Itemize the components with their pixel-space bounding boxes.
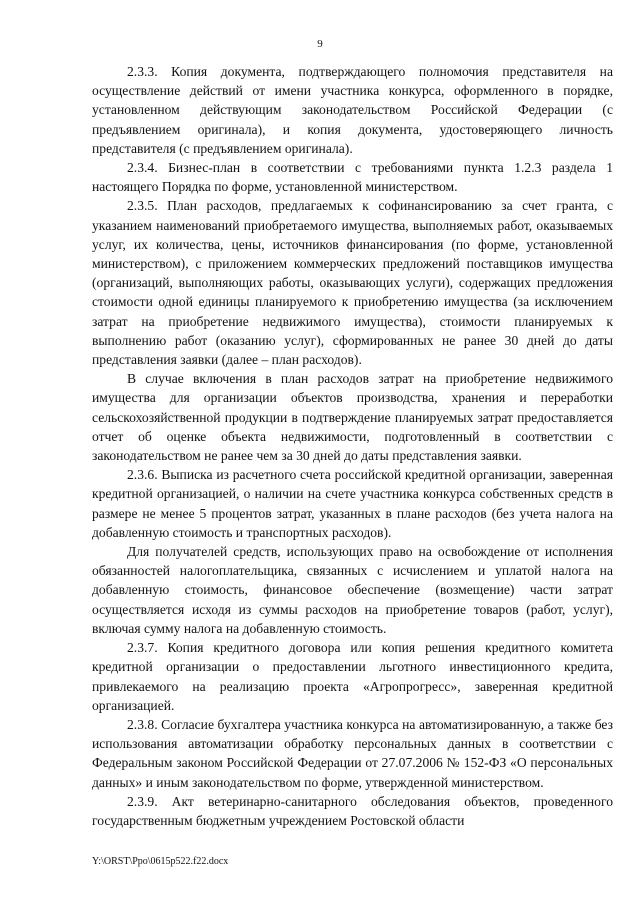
paragraph-2-3-3: 2.3.3. Копия документа, подтверждающего полномочия представителя на осуществление действий от имени участника конкурса, оформленного в порядке, установленном действующим законодательством Российской Федерации (с предъявлением оригинала), и копия документа, удостоверяющего личность представителя (с предъявлением оригинала). xyxy=(92,64,613,156)
page-number: 9 xyxy=(317,38,323,50)
paragraph-2-3-5: 2.3.5. План расходов, предлагаемых к софинансированию за счет гранта, с указанием наименований приобретаемого имущества, выполняемых работ, оказываемых услуг, их количества, цены, источников финансирования (по форме, установленной министерством), с приложением коммерческих предложений поставщиков имущества (организаций, выполняющих работы, оказывающих услуги), содержащих предложения стоимости одной единицы планируемого к приобретению имущества (за исключением затрат на приобретение недвижимого имущества), стоимости планируемых к выполнению работ (оказанию услуг), сформированных не ранее 30 дней до даты представления заявки (далее – план расходов). xyxy=(92,198,613,368)
file-path-footer: Y:\ORST\Ppo\0615p522.f22.docx xyxy=(92,856,229,867)
paragraph-vat-note: Для получателей средств, использующих право на освобождение от исполнения обязанностей налогоплательщика, связанных с исчислением и уплатой налога на добавленную стоимость, финансовое обеспечение (возмещение) части затрат осуществляется исходя из суммы расходов на приобретение товаров (работ, услуг), включая сумму налога на добавленную стоимость. xyxy=(92,544,613,636)
document-body xyxy=(92,62,613,830)
paragraph-2-3-9: 2.3.9. Акт ветеринарно-санитарного обследования объектов, проведенного государственным бюджетным учреждением Ростовской области xyxy=(92,793,613,828)
paragraph-2-3-8: 2.3.8. Согласие бухгалтера участника конкурса на автоматизированную, а также без использования автоматизации обработку персональных данных в соответствии с Федеральным законом Российской Федерации от 27.07.2006 № 152-ФЗ «О персональных данных» и иным законодательством по форме, утвержденной министерством. xyxy=(92,716,613,790)
paragraph-2-3-6: 2.3.6. Выписка из расчетного счета российской кредитной организации, заверенная кредитной организацией, о наличии на счете участника конкурса собственных средств в размере не менее 5 процентов затрат, указанных в плане расходов (без учета налога на добавленную стоимость и транспортных расходов). xyxy=(92,467,613,540)
paragraph-real-estate-note: В случае включения в план расходов затрат на приобретение недвижимого имущества для организации объектов производства, хранения и переработки сельскохозяйственной продукции в подтверждение планируемых затрат предоставляется отчет об оценке объекта недвижимости, подготовленный в соответствии с законодательством не ранее чем за 30 дней до даты представления заявки. xyxy=(92,371,613,464)
paragraph-2-3-4: 2.3.4. Бизнес-план в соответствии с требованиями пункта 1.2.3 раздела 1 настоящего Порядка по форме, установленной министерством. xyxy=(92,160,613,195)
paragraph-2-3-7: 2.3.7. Копия кредитного договора или копия решения кредитного комитета кредитной организации о предоставлении льготного инвестиционного кредита, привлекаемого на реализацию проекта «Агропрогресс», заверенная кредитной организацией. xyxy=(92,640,613,713)
